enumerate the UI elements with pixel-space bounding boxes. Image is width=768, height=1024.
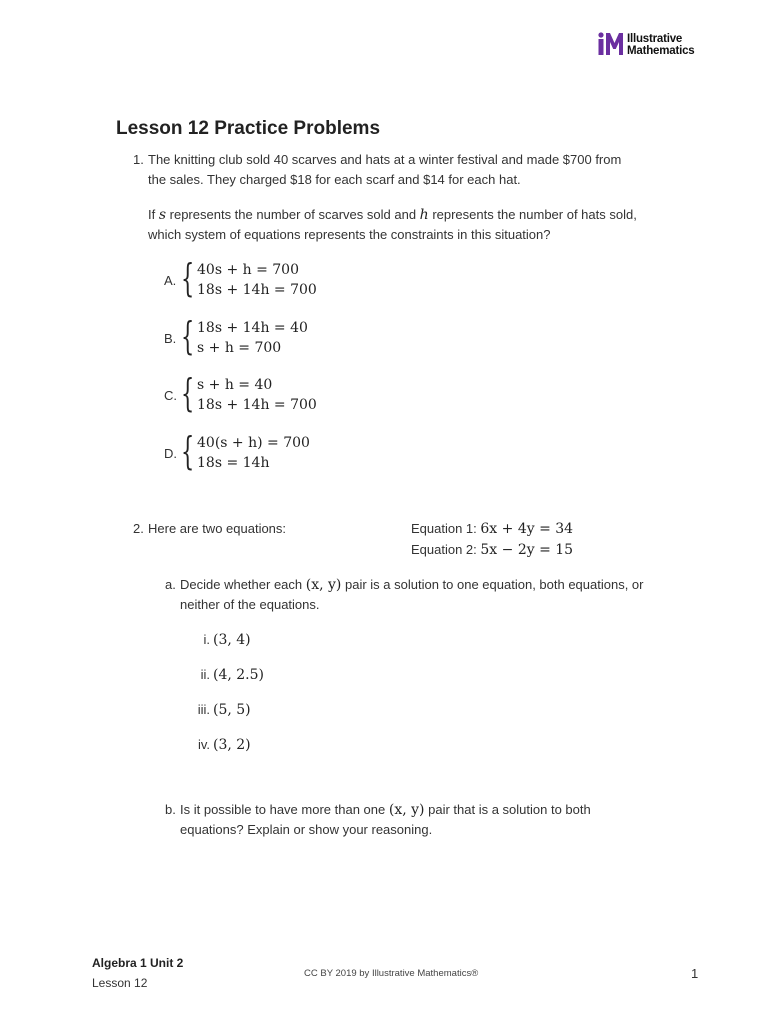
- problem-1-number: 1.: [133, 152, 144, 167]
- problem-2-intro: Here are two equations:: [148, 521, 287, 536]
- page-title: Lesson 12 Practice Problems: [116, 118, 381, 139]
- equation-2-value: 5x − 2y = 15: [480, 542, 574, 558]
- problem-1-question: [148, 205, 708, 245]
- item-i-value: (3, 4): [213, 632, 251, 648]
- im-logo-icon: [598, 32, 624, 56]
- problem-1-text-line-1: The knitting club sold 40 scarves and hats at a winter festival and made $700 from: [148, 152, 622, 167]
- part-b-text: [180, 800, 700, 840]
- problem-2-number: 2.: [133, 521, 144, 536]
- item-iii-value: (5, 5): [213, 702, 251, 718]
- equation-1: Equation 1: 6x + 4y = 34: [411, 521, 574, 537]
- brace-icon: {: [181, 256, 195, 300]
- brace-icon: {: [181, 429, 195, 473]
- option-d-equations: [197, 433, 310, 473]
- part-a-line-1: Decide whether each (x, y) pair is a solution to one equation, both equations, or: [180, 577, 644, 593]
- option-a-label: A.: [164, 273, 177, 288]
- item-ii-label: ii.: [200, 667, 210, 682]
- item-ii-value: (4, 2.5): [213, 667, 264, 683]
- option-b-eq-1: 18s + 14h = 40: [197, 320, 308, 336]
- option-a-eq-1: 40s + h = 700: [197, 262, 299, 278]
- equation-1-value: 6x + 4y = 34: [480, 521, 574, 537]
- option-b-equations: [197, 318, 308, 358]
- footer-lesson: Lesson 12: [92, 976, 148, 990]
- option-a-eq-2: 18s + 14h = 700: [197, 282, 317, 298]
- option-b-eq-2: s + h = 700: [197, 340, 282, 356]
- equation-2: Equation 2: 5x − 2y = 15: [411, 542, 574, 558]
- option-c-equations: [197, 375, 317, 415]
- part-b-label: b.: [165, 802, 176, 817]
- part-b-line-1: Is it possible to have more than one (x, y) pair that is a solution to both: [180, 802, 591, 818]
- footer-copyright: CC BY 2019 by Illustrative Mathematics®: [304, 968, 479, 979]
- part-b-line-2: equations? Explain or show your reasoning.: [180, 822, 433, 837]
- option-d-label: D.: [164, 446, 177, 461]
- option-c-eq-1: s + h = 40: [197, 377, 273, 393]
- problem-1-text-line-2: the sales. They charged $18 for each scarf and $14 for each hat.: [148, 172, 521, 187]
- illustrative-mathematics-logo: [598, 32, 708, 62]
- brace-icon: {: [181, 314, 195, 358]
- option-d-eq-1: 40(s + h) = 700: [197, 435, 310, 451]
- variable-h: h: [419, 207, 429, 223]
- item-iii-label: iii.: [197, 702, 210, 717]
- part-a-label: a.: [165, 577, 176, 592]
- item-iv-value: (3, 2): [213, 737, 251, 753]
- part-a-line-2: neither of the equations.: [180, 597, 320, 612]
- brand-line-1: Illustrative: [627, 33, 683, 45]
- brace-icon: {: [181, 371, 195, 415]
- page-number: 1: [691, 966, 699, 981]
- item-i-label: i.: [203, 632, 210, 647]
- option-c-eq-2: 18s + 14h = 700: [197, 397, 317, 413]
- pair-xy: (x, y): [305, 577, 342, 593]
- option-c-label: C.: [164, 388, 177, 403]
- brand-line-2: Mathematics: [627, 45, 695, 57]
- option-a-equations: [197, 260, 317, 300]
- footer-course: Algebra 1 Unit 2: [92, 956, 184, 970]
- problem-1-question-line-2: which system of equations represents the constraints in this situation?: [148, 227, 551, 242]
- option-b-label: B.: [164, 331, 177, 346]
- item-iv-label: iv.: [197, 737, 210, 752]
- option-d-eq-2: 18s = 14h: [197, 455, 270, 471]
- pair-xy: (x, y): [388, 802, 425, 818]
- problem-1-question-line-1: If s represents the number of scarves sold and h represents the number of hats sold,: [148, 207, 637, 223]
- problem-1-text: [148, 150, 708, 190]
- variable-s: s: [158, 207, 167, 223]
- part-a-text: [180, 575, 700, 615]
